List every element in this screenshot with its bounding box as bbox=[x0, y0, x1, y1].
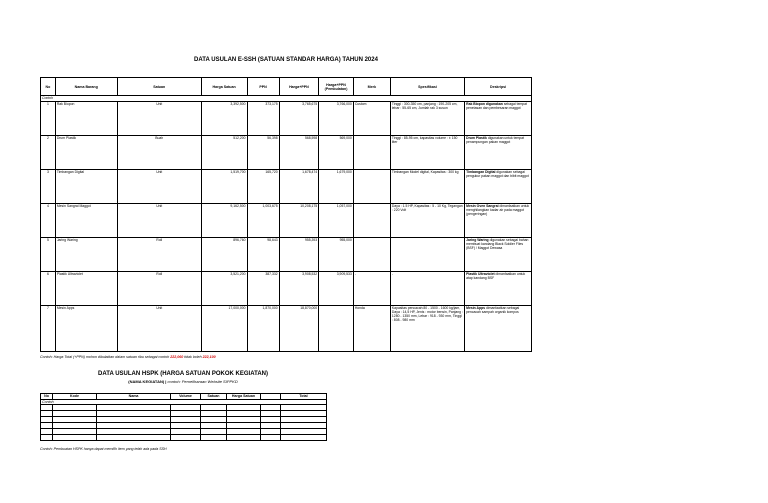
cell-satuan: Roll bbox=[117, 272, 201, 306]
cell-spesifikasi bbox=[390, 238, 464, 272]
table-row bbox=[41, 170, 532, 204]
col-harga-satuan: Harga Satuan bbox=[201, 78, 247, 96]
hspk-cell bbox=[171, 435, 201, 441]
deskripsi-title: Jaring Waring bbox=[466, 238, 489, 242]
deskripsi-title: Mesin Oven Sangrai bbox=[466, 204, 499, 208]
cell-nama-barang: Plastik Ultraviolet bbox=[55, 272, 117, 306]
table-row bbox=[41, 102, 532, 136]
hspk-cell bbox=[97, 435, 171, 441]
cell-harga-satuan: 512,200 bbox=[201, 136, 247, 170]
cell-pembulatan: 3,909,533 bbox=[319, 272, 354, 306]
cell-no: 4 bbox=[41, 204, 56, 238]
ssh-title: DATA USULAN E-SSH (SATUAN STANDAR HARGA) TAHUN 2024 bbox=[194, 57, 378, 63]
cell-deskripsi bbox=[465, 170, 532, 204]
cell-no: 5 bbox=[41, 238, 56, 272]
cell-no: 3 bbox=[41, 170, 56, 204]
cell-spesifikasi: Tinggi : 85-95 cm, kapasitas volume : ± 150 liter bbox=[390, 136, 464, 170]
table-row bbox=[41, 272, 532, 306]
deskripsi-title: Timbangan Digital bbox=[466, 170, 496, 174]
cell-nama-barang: Rak Biopon bbox=[55, 102, 117, 136]
note-amount-correct: 222,060 bbox=[170, 355, 184, 359]
cell-pembulatan bbox=[319, 306, 354, 352]
deskripsi-body: dimanfaatkan untuk atap kandang BSF bbox=[466, 272, 526, 280]
hspk-subtitle-label: (NAMA KEGIATAN) | bbox=[128, 379, 168, 384]
cell-ppn: 373,175 bbox=[247, 102, 279, 136]
hspk-title: DATA USULAN HSPK (HARGA SATUAN POKOK KEGIATAN) bbox=[98, 371, 268, 377]
note-amount-wrong: 222,100 bbox=[202, 355, 216, 359]
cell-nama-barang: Drum Plastik bbox=[55, 136, 117, 170]
cell-pembulatan: 955,000 bbox=[319, 238, 354, 272]
cell-harga-ppn: 955,393 bbox=[279, 238, 319, 272]
cell-ppn: 56,398 bbox=[247, 136, 279, 170]
hspk-note: Contoh: Pembuatan HSPK hanya dapat memilih item yang telah ada pada SSH bbox=[40, 447, 167, 451]
cell-deskripsi bbox=[465, 306, 532, 352]
cell-ppn: 165,720 bbox=[247, 170, 279, 204]
cell-harga-satuan: 3,521,200 bbox=[201, 272, 247, 306]
ssh-header-row bbox=[41, 78, 532, 96]
deskripsi-body: sebagai tempat penetasan dan pembesaran maggot bbox=[466, 102, 527, 110]
cell-spesifikasi: Timbangan Model digital, Kapasitas : 300 kg bbox=[390, 170, 464, 204]
cell-merk: Custom bbox=[353, 102, 390, 136]
col-no: No bbox=[41, 78, 56, 96]
cell-merk bbox=[353, 238, 390, 272]
hspk-cell bbox=[41, 435, 53, 441]
cell-no: 1 bbox=[41, 102, 56, 136]
deskripsi-body: digunakan sebagai bahan membuat kandang Black Soldier Flies (BSF) / Maggot Dewasa bbox=[466, 238, 529, 250]
hspk-cell bbox=[53, 435, 97, 441]
cell-no: 2 bbox=[41, 136, 56, 170]
cell-deskripsi bbox=[465, 102, 532, 136]
cell-harga-satuan: 17,000,000 bbox=[201, 306, 247, 352]
cell-harga-ppn: 1,678,474 bbox=[279, 170, 319, 204]
deskripsi-body: dimanfaatkan sebagai pencacah sampah organik kompos bbox=[466, 306, 520, 314]
cell-deskripsi bbox=[465, 204, 532, 238]
cell-nama-barang: Mesin Sangrai Maggot bbox=[55, 204, 117, 238]
col-ppn: PPN bbox=[247, 78, 279, 96]
deskripsi-title: Rak Biopon digunakan bbox=[466, 102, 503, 106]
cell-harga-satuan: 3,392,500 bbox=[201, 102, 247, 136]
cell-spesifikasi: Daya : 1.5 HP, Kapasitas : 5 - 10 Kg, Tegangan : 220 Volt bbox=[390, 204, 464, 238]
deskripsi-title: Plastik Ultraviolet bbox=[466, 272, 495, 276]
cell-ppn: 1,003,675 bbox=[247, 204, 279, 238]
table-row bbox=[41, 204, 532, 238]
cell-pembulatan: 1,679,000 bbox=[319, 170, 354, 204]
deskripsi-body: digunakan sebagai pengukur pakan maggot dan bibit maggot bbox=[466, 170, 529, 178]
hspk-subtitle bbox=[40, 379, 326, 384]
hspk-col-harga-satuan: Harga Satuan bbox=[227, 394, 261, 400]
ssh-table bbox=[40, 77, 532, 352]
hspk-cell bbox=[201, 435, 227, 441]
cell-ppn: 1,870,000 bbox=[247, 306, 279, 352]
cell-satuan: Unit bbox=[117, 204, 201, 238]
cell-pembulatan: 3,766,000 bbox=[319, 102, 354, 136]
table-row bbox=[41, 238, 532, 272]
cell-harga-satuan: 9,162,500 bbox=[201, 204, 247, 238]
cell-satuan: Unit bbox=[117, 170, 201, 204]
cell-merk: Honda bbox=[353, 306, 390, 352]
cell-merk bbox=[353, 136, 390, 170]
cell-satuan: Unit bbox=[117, 306, 201, 352]
cell-satuan: Buah bbox=[117, 136, 201, 170]
cell-merk bbox=[353, 204, 390, 238]
cell-spesifikasi: - bbox=[390, 272, 464, 306]
cell-satuan: Roll bbox=[117, 238, 201, 272]
cell-ppn: 387,332 bbox=[247, 272, 279, 306]
cell-no: 7 bbox=[41, 306, 56, 352]
cell-harga-ppn: 18,870,000 bbox=[279, 306, 319, 352]
hspk-col-no: No bbox=[41, 394, 53, 400]
cell-pembulatan: 1,057,000 bbox=[319, 204, 354, 238]
hspk-table bbox=[40, 393, 327, 441]
col-pembulatan: Harga+PPN (Pembulatan) bbox=[319, 78, 354, 96]
note-prefix: Contoh: Harga Total (+PPN) mohon dibulatkan dalam satuan ribu sebagai contoh bbox=[40, 355, 171, 359]
hspk-table-row bbox=[41, 435, 327, 441]
cell-ppn: 98,643 bbox=[247, 238, 279, 272]
hspk-cell bbox=[261, 435, 281, 441]
cell-merk: - bbox=[353, 272, 390, 306]
cell-spesifikasi: Kapasitas pencacah 80 - 1500 - 1600 kg/jam, Daya : 14,5 HP, Jenis : motor bensin, Panjang : 1280 - 1350 mm, Lebar : 918 - 930 mm, Tinggi : 808 - 980 mm bbox=[390, 306, 464, 352]
cell-harga-satuan: 896,760 bbox=[201, 238, 247, 272]
cell-harga-ppn: 3,765,675 bbox=[279, 102, 319, 136]
cell-merk bbox=[353, 170, 390, 204]
col-nama-barang: Nama Barang bbox=[55, 78, 117, 96]
cell-nama-barang: Timbangan Digital bbox=[55, 170, 117, 204]
deskripsi-title: Mesin Apps bbox=[466, 306, 486, 310]
cell-nama-barang: Mesin Apps bbox=[55, 306, 117, 352]
ssh-note bbox=[40, 355, 216, 359]
hspk-col-kode: Kode bbox=[53, 394, 97, 400]
cell-pembulatan: 569,000 bbox=[319, 136, 354, 170]
cell-nama-barang: Jaring Waring bbox=[55, 238, 117, 272]
deskripsi-body: digunakan untuk tempat penampungan pakan maggot bbox=[466, 136, 525, 144]
cell-satuan: Unit bbox=[117, 102, 201, 136]
hspk-col-satuan: Satuan bbox=[201, 394, 227, 400]
cell-harga-ppn: 3,908,532 bbox=[279, 272, 319, 306]
hspk-subtitle-hint: contoh: Pemeliharaan Website SIPPKD bbox=[167, 379, 238, 384]
col-spesifikasi: Spesifikasi bbox=[390, 78, 464, 96]
col-satuan: Satuan bbox=[117, 78, 201, 96]
table-row bbox=[41, 136, 532, 170]
cell-deskripsi bbox=[465, 272, 532, 306]
hspk-cell bbox=[227, 435, 261, 441]
deskripsi-body: dimanfaatkan untuk menghilangkan kadar air pada maggot (pengeringan) bbox=[466, 204, 530, 216]
cell-no: 6 bbox=[41, 272, 56, 306]
example-label: Contoh bbox=[41, 96, 532, 102]
cell-harga-satuan: 1,519,700 bbox=[201, 170, 247, 204]
cell-harga-ppn: 10,208,175 bbox=[279, 204, 319, 238]
note-middle: tidak boleh bbox=[183, 355, 203, 359]
col-merk: Merk bbox=[353, 78, 390, 96]
col-deskripsi: Deskripsi bbox=[465, 78, 532, 96]
table-row bbox=[41, 306, 532, 352]
col-harga-ppn: Harga+PPN bbox=[279, 78, 319, 96]
hspk-col-nama: Nama bbox=[97, 394, 171, 400]
deskripsi-title: Drum Plastik bbox=[466, 136, 487, 140]
hspk-cell bbox=[281, 435, 327, 441]
cell-spesifikasi: Tinggi : 300-350 cm, panjang : 190-205 cm, lebar : 55-65 cm, Jumlah rak 3 susun bbox=[390, 102, 464, 136]
hspk-col-total: Total bbox=[281, 394, 327, 400]
cell-deskripsi bbox=[465, 136, 532, 170]
cell-deskripsi bbox=[465, 238, 532, 272]
hspk-example-label: Contoh bbox=[41, 400, 327, 405]
hspk-col-volume: Volume bbox=[171, 394, 201, 400]
cell-harga-ppn: 568,598 bbox=[279, 136, 319, 170]
